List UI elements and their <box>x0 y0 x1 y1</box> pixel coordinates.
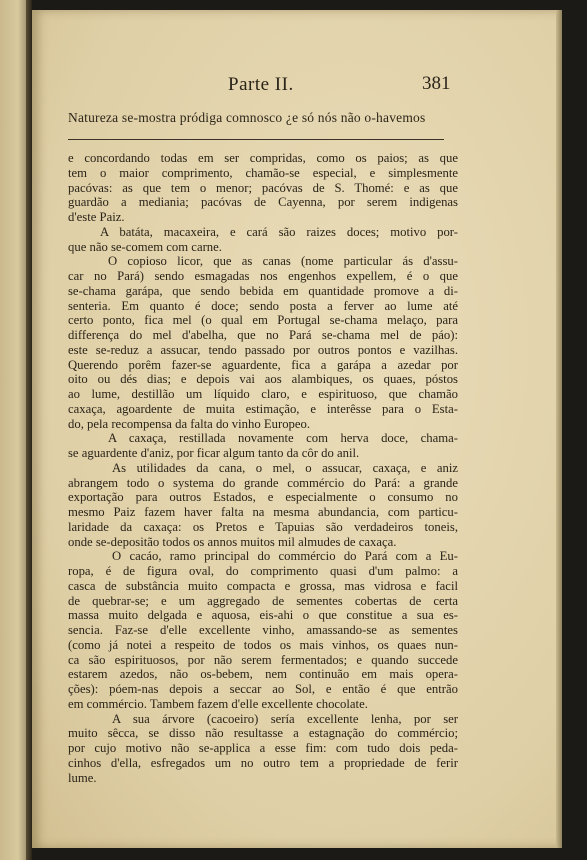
text-line: cinhos d'ella, esfregados um no outro tem a propriedade de ferir <box>68 755 458 770</box>
text-line: ropa, é de figura oval, do comprimento quasi d'um palmo: a <box>68 564 458 578</box>
page-edge <box>556 10 562 848</box>
text-line: certo ponto, fica mel (o qual em Portugal se-chama melaço, para <box>68 313 458 328</box>
text-line: laridade da caxaça: os Pretos e Tapuias são verdadeiros toneis, <box>68 519 458 534</box>
text-line: do, pela recompensa da falta do vinho Europeo. <box>68 416 311 431</box>
text-line: d'este Paiz. <box>68 210 125 224</box>
text-line: muito sêcca, se disso não resultasse a estagnação do commércio; <box>68 726 458 741</box>
text-line: differença do mel d'abelha, que no Pará se-chama mel de páo): <box>68 328 458 342</box>
text-line: exportação para outros Estados, e especialmente o consumo no <box>68 490 458 505</box>
text-line: O copioso licor, que as canas (nome particular ás d'assu- <box>108 254 458 269</box>
book-page <box>32 10 562 848</box>
text-line: A batáta, macaxeira, e cará são raizes doces; motivo por- <box>100 224 458 239</box>
header-rule <box>68 139 444 140</box>
text-line: se aguardente d'aniz, por ficar algum tanto da côr do anil. <box>68 446 360 460</box>
text-line: O cacáo, ramo principal do commércio do Pará com a Eu- <box>112 549 458 564</box>
text-line: A sua árvore (cacoeiro) sería excellente lenha, por ser <box>112 711 458 726</box>
text-line: As utilidades da cana, o mel, o assucar, caxaça, e aniz <box>112 460 458 475</box>
text-line: Querendo porêm fazer-se aguardente, fica a garápa a azedar por <box>68 357 458 372</box>
text-line: massa muito delgada e aquosa, eis-ahi o que constitue a sua es- <box>68 608 458 623</box>
text-line: sencia. Faz-se d'elle excellente vinho, amassando-se as sementes <box>68 623 458 637</box>
text-line: por cujo motivo não se-applica a esse fim: com tudo dois peda- <box>68 741 458 755</box>
text-line: senteria. Em quanto é doce; sendo posta a ferver ao lume até <box>68 298 458 313</box>
text-line: estarem azedos, não os-bebem, nem continuão em mais opera- <box>68 667 458 682</box>
text-line: guardão a mediania; pacóvas de Cayenna, por serem indigenas <box>68 195 458 210</box>
text-line: ao lume, destillão um líquido claro, e espirituoso, que chamão <box>68 387 458 401</box>
text-line: oito ou dés dias; e depois vai aos alambiques, os quaes, póstos <box>68 372 458 387</box>
text-line: mesmo Paiz fazem haver falta na mesma abundancia, com particu- <box>68 505 458 519</box>
body-text <box>68 151 458 785</box>
running-subtitle: Natureza se-mostra pródiga comnosco ¿e só nós não o-havemos <box>68 110 426 125</box>
text-line: que não se-comem com carne. <box>68 239 222 254</box>
text-line: de quebrar-se; e um aggregado de sementes cobertas de certa <box>68 593 458 608</box>
text-line: tem o maior comprimento, chamão-se especial, e simplesmente <box>68 165 458 180</box>
text-line: lume. <box>68 770 97 785</box>
text-line: onde se-depositão todos os annos muitos mil almudes de caxaça. <box>68 534 397 549</box>
running-header: Parte II. <box>228 74 294 95</box>
text-line: ções): póem-nas depois a seccar ao Sol, e então é que entrão <box>68 682 458 696</box>
text-line: e concordando todas em ser compridas, como os paios; as que <box>68 151 458 165</box>
text-line: car no Pará) sendo esmagadas nos engenhos expellem, é o que <box>68 269 458 283</box>
text-line: se-chama garápa, que sendo bebida em quantidade promove a di- <box>68 283 458 298</box>
text-line: em commércio. Tambem fazem d'elle excellente chocolate. <box>68 696 368 711</box>
text-line: A caxaça, restillada novamente com herva doce, chama- <box>108 431 458 446</box>
text-line: ca são espirituosos, por não serem fermentados; e quando succede <box>68 652 458 667</box>
text-line: este se-reduz a assucar, tendo passado por outros pontos e vazilhas. <box>68 342 458 357</box>
text-line: abrangem todo o systema do grande commércio do Pará: a grande <box>68 475 458 490</box>
text-line: caxaça, agoardente de muita estimação, e interêsse para o Esta- <box>68 401 458 416</box>
text-line: (como já notei a respeito de todos os mais vinhos, os quaes nun- <box>68 637 458 652</box>
page-number: 381 <box>422 73 451 94</box>
text-line: pacóvas: as que tem o menor; pacóvas de S. Thomé: e as que <box>68 180 458 195</box>
text-line: casca de substância muito compacta e grossa, mas vidrosa e facil <box>68 578 458 593</box>
